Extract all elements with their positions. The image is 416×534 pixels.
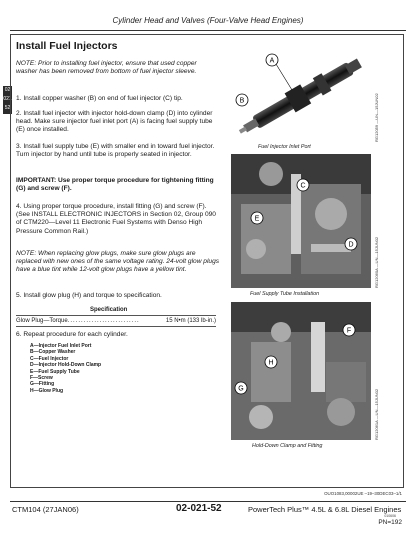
document-code: OUO1083,00002UE –19–30DEC03–1/1	[324, 491, 402, 496]
legend-item: F—Screw	[30, 375, 53, 382]
spec-title: Specification	[90, 307, 128, 313]
callout-label: C	[300, 182, 306, 190]
footer-product-title: PowerTech Plus™ 4.5L & 6.8L Diesel Engines	[248, 505, 402, 514]
footer-manual-id: CTM104 (27JAN06)	[12, 505, 79, 514]
step-6: 6. Repeat procedure for each cylinder.	[16, 331, 128, 338]
footer-rule	[10, 501, 406, 502]
fuel-injector-illustration	[230, 46, 372, 142]
step-1: 1. Install copper washer (B) on end of fuel injector (C) tip.	[16, 95, 183, 102]
callout-label: F	[346, 327, 352, 335]
spec-row: Glow Plug—Torque........................... 15 N•m (133 lb-in.)	[16, 318, 216, 324]
figure-hold-down-clamp	[231, 302, 371, 440]
section-title: Install Fuel Injectors	[16, 40, 118, 52]
page-header-title: Cylinder Head and Valves (Four-Valve Head Engines)	[112, 16, 304, 25]
footer-pn: PN=192	[378, 519, 402, 526]
legend-item: E—Fuel Supply Tube	[30, 368, 80, 375]
figure-fuel-injector	[230, 46, 372, 142]
callout-label: B	[239, 97, 245, 105]
figure-caption: Fuel Supply Tube Installation	[250, 291, 320, 297]
legend-item: A—Injector Fuel Inlet Port	[30, 343, 92, 349]
step-3: 3. Install fuel supply tube (E) with smaller end in toward fuel injector. Turn injector by hand until tube is properly seated in injector.	[16, 143, 215, 159]
legend-item: D—Injector Hold-Down Clamp	[30, 362, 102, 369]
figure-fuel-supply-tube	[231, 154, 371, 288]
spec-value: 15 N•m (133 lb-in.)	[165, 318, 216, 324]
callout-label: E	[254, 215, 260, 223]
engine-photo-supply-tube	[231, 154, 371, 288]
header-rule	[10, 30, 406, 31]
spec-rule-bottom	[16, 326, 216, 327]
spec-label: Glow Plug—Torque	[16, 318, 68, 324]
figure-caption: Fuel Injector Inlet Port	[258, 144, 311, 150]
legend-item: B—Copper Washer	[30, 349, 76, 356]
side-tab-line: 021	[3, 96, 12, 102]
step-5: 5. Install glow plug (H) and torque to specification.	[16, 292, 162, 299]
side-tab-line: 02	[4, 87, 11, 93]
step-2: 2. Install fuel injector with injector hold-down clamp (D) into cylinder head. Make sure injector fuel inlet port (A) is facing fuel supply tube (E) once installed.	[16, 110, 213, 134]
step-4: 4. Using proper torque procedure, install fitting (G) and screw (F). (See INSTALL ELECTRONIC INJECTORS in Section 02, Group 090 of CTM220—Level 11 Electronic Fuel Systems with Denso High Pressure Common Rail.)	[16, 203, 216, 235]
legend-list	[30, 343, 101, 394]
figure-ref-code: RG12061A —UN—15JUN02	[374, 388, 379, 440]
figure-caption: Hold-Down Clamp and Fitting	[252, 443, 323, 449]
important-torque: IMPORTANT: Use proper torque procedure for tightening fitting (G) and screw (F).	[16, 177, 214, 193]
note-copper-washer: NOTE: Prior to installing fuel injector, ensure that used copper washer has been removed from bottom of fuel injector sleeve.	[16, 60, 197, 76]
callout-label: G	[238, 385, 244, 393]
callout-label: H	[268, 359, 274, 367]
legend-item: G—Fitting	[30, 381, 55, 388]
footer-page-number: 02-021-52	[176, 503, 222, 514]
note-glow-plugs: NOTE: When replacing glow plugs, make sure glow plugs are replaced with new ones of the same voltage rating. 24-volt glow plugs have a blue tint while 12-volt glow plugs have a yellow tint.	[16, 250, 220, 274]
spec-rule	[16, 315, 216, 316]
legend-item: H—Glow Plug	[30, 387, 64, 394]
legend-item: C—Fuel Injector	[30, 355, 69, 362]
footer-date-code: 010606	[384, 514, 396, 518]
figure-ref-code: RG12060A —UN—15JUN02	[374, 236, 379, 288]
callout-label: D	[348, 241, 354, 249]
figure-ref-code: RG12059 —UN—15JUN02	[374, 93, 379, 142]
side-tab-line: 52	[4, 105, 11, 111]
engine-photo-hold-down-clamp	[231, 302, 371, 440]
callout-label: A	[269, 57, 275, 65]
